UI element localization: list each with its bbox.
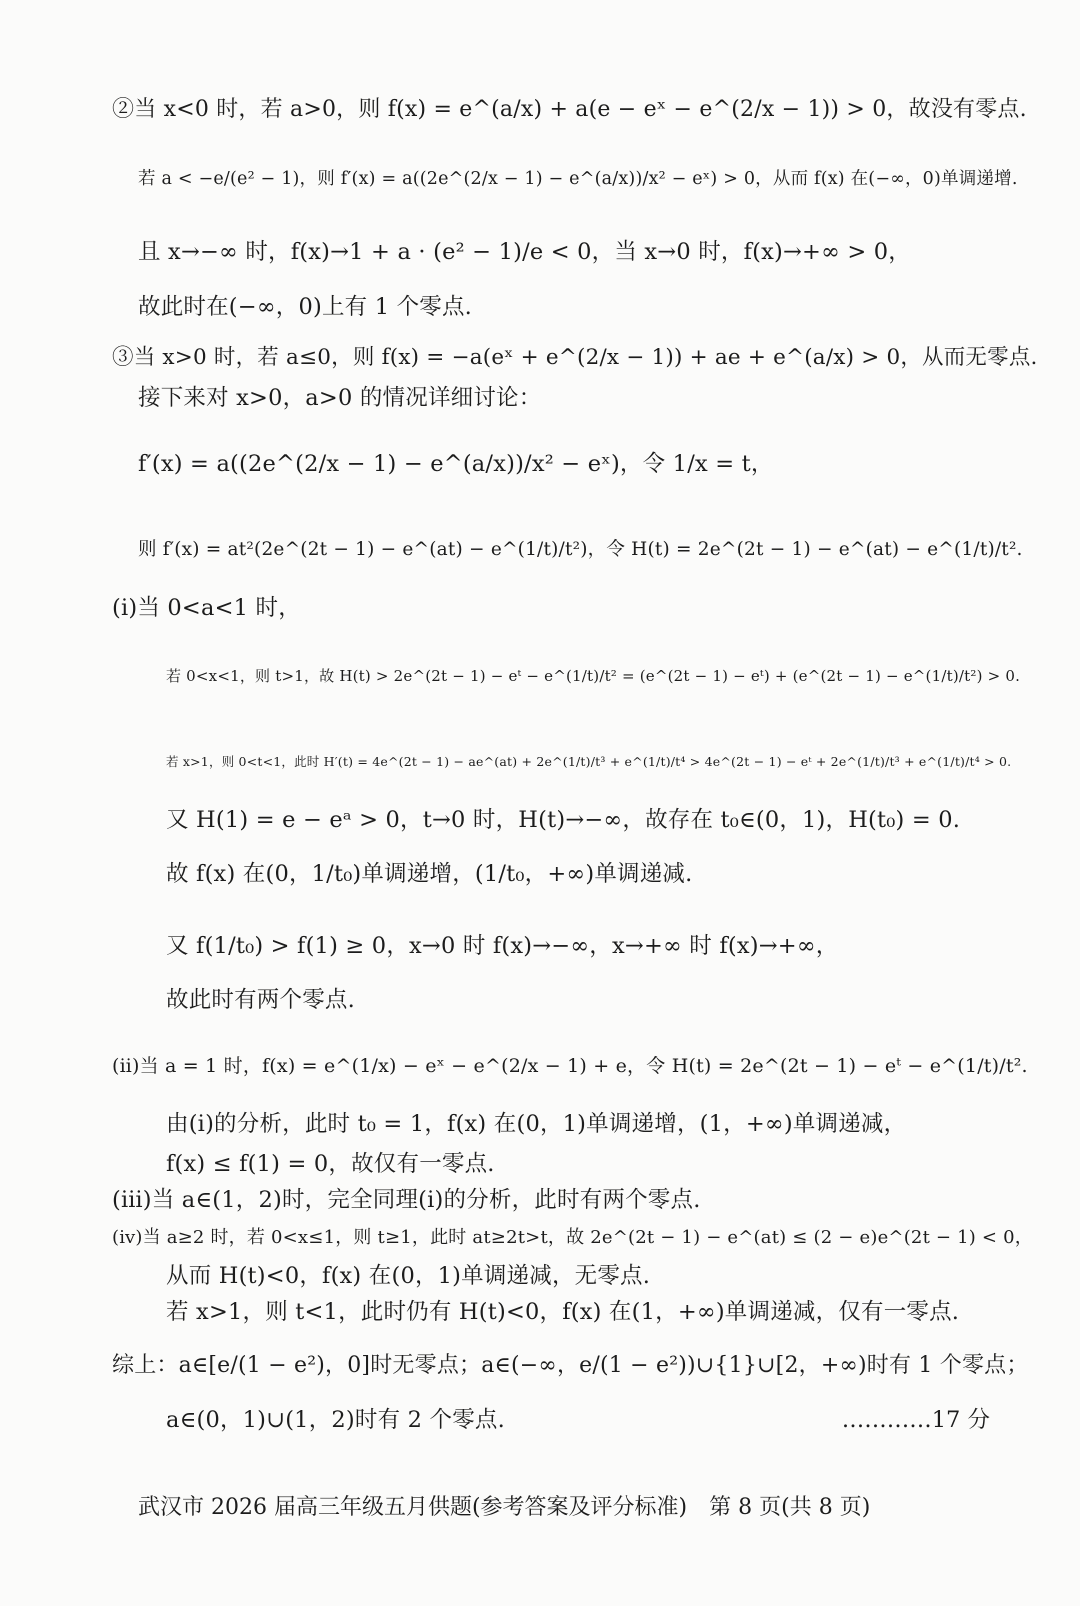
solution-line-l10: 若 0<x<1，则 t>1，故 H(t) > 2e^(2t − 1) − eᵗ − e^(1/t)/t² = (e^(2t − 1) − eᵗ) + (e^(2t − 1) − e^(1/t)/t²) > 0. — [166, 667, 1021, 685]
solution-line-l07: f′(x) = a((2e^(2/x − 1) − e^(a/x))/x² − eˣ)，令 1/x = t， — [138, 451, 774, 477]
solution-line-l09: (ⅰ)当 0<a<1 时， — [112, 595, 301, 621]
solution-line-l20: (ⅳ)当 a≥2 时，若 0<x≤1，则 t≥1，此时 at≥2t>t，故 2e^(2t − 1) − e^(at) ≤ (2 − e)e^(2t − 1) < 0， — [112, 1227, 1033, 1248]
solution-line-l24: a∈(0，1)∪(1，2)时有 2 个零点. — [166, 1407, 505, 1433]
score-marker: …………17 分 — [841, 1407, 990, 1433]
solution-line-l05: ③当 x>0 时，若 a≤0，则 f(x) = −a(eˣ + e^(2/x − 1)) + ae + e^(a/x) > 0，从而无零点. — [112, 345, 1038, 370]
solution-line-l17: 由(ⅰ)的分析，此时 t₀ = 1，f(x) 在(0，1)单调递增，(1，+∞)单调递减， — [166, 1111, 907, 1137]
solution-line-l13: 故 f(x) 在(0，1/t₀)单调递增，(1/t₀，+∞)单调递减. — [166, 861, 693, 887]
solution-line-l19: (ⅲ)当 a∈(1，2)时，完全同理(ⅰ)的分析，此时有两个零点. — [112, 1187, 701, 1213]
solution-line-l06: 接下来对 x>0，a>0 的情况详细讨论： — [138, 385, 542, 411]
solution-line-l14: 又 f(1/t₀) > f(1) ≥ 0，x→0 时 f(x)→−∞，x→+∞ 时 f(x)→+∞， — [166, 933, 839, 959]
solution-line-l12: 又 H(1) = e − eᵃ > 0，t→0 时，H(t)→−∞，故存在 t₀∈(0，1)，H(t₀) = 0. — [166, 807, 961, 833]
solution-line-l02: 若 a < −e/(e² − 1)，则 f′(x) = a((2e^(2/x − 1) − e^(a/x))/x² − eˣ) > 0，从而 f(x) 在(−∞，0)单调递增. — [138, 169, 1018, 189]
solution-line-l11: 若 x>1，则 0<t<1，此时 H′(t) = 4e^(2t − 1) − ae^(at) + 2e^(1/t)/t³ + e^(1/t)/t⁴ > 4e^(2t − 1) − eᵗ + 2e^(1/t)/t³ + e^(1/t)/t⁴ > 0. — [166, 754, 1012, 769]
solution-line-l21: 从而 H(t)<0，f(x) 在(0，1)单调递减，无零点. — [166, 1263, 651, 1289]
solution-line-l22: 若 x>1，则 t<1，此时仍有 H(t)<0，f(x) 在(1，+∞)单调递减，仅有一零点. — [166, 1299, 960, 1325]
page-footer: 武汉市 2026 届高三年级五月供题(参考答案及评分标准) 第 8 页(共 8 页) — [138, 1495, 871, 1520]
solution-line-l18: f(x) ≤ f(1) = 0，故仅有一零点. — [166, 1151, 495, 1177]
solution-line-l08: 则 f′(x) = at²(2e^(2t − 1) − e^(at) − e^(1/t)/t²)，令 H(t) = 2e^(2t − 1) − e^(at) − e^(1/t)/t². — [138, 539, 1023, 560]
solution-line-l03: 且 x→−∞ 时，f(x)→1 + a · (e² − 1)/e < 0，当 x→0 时，f(x)→+∞ > 0， — [138, 239, 911, 265]
solution-line-l01: ②当 x<0 时，若 a>0，则 f(x) = e^(a/x) + a(e − eˣ − e^(2/x − 1)) > 0，故没有零点. — [112, 97, 1027, 122]
solution-line-l04: 故此时在(−∞，0)上有 1 个零点. — [138, 294, 473, 320]
solution-line-l15: 故此时有两个零点. — [166, 987, 355, 1013]
solution-line-l23: 综上：a∈[e/(1 − e²)，0]时无零点；a∈(−∞，e/(1 − e²))∪{1}∪[2，+∞)时有 1 个零点； — [112, 1353, 1029, 1378]
solution-line-l16: (ⅱ)当 a = 1 时，f(x) = e^(1/x) − eˣ − e^(2/x − 1) + e，令 H(t) = 2e^(2t − 1) − eᵗ − e^(1/t)/t². — [112, 1055, 1028, 1077]
